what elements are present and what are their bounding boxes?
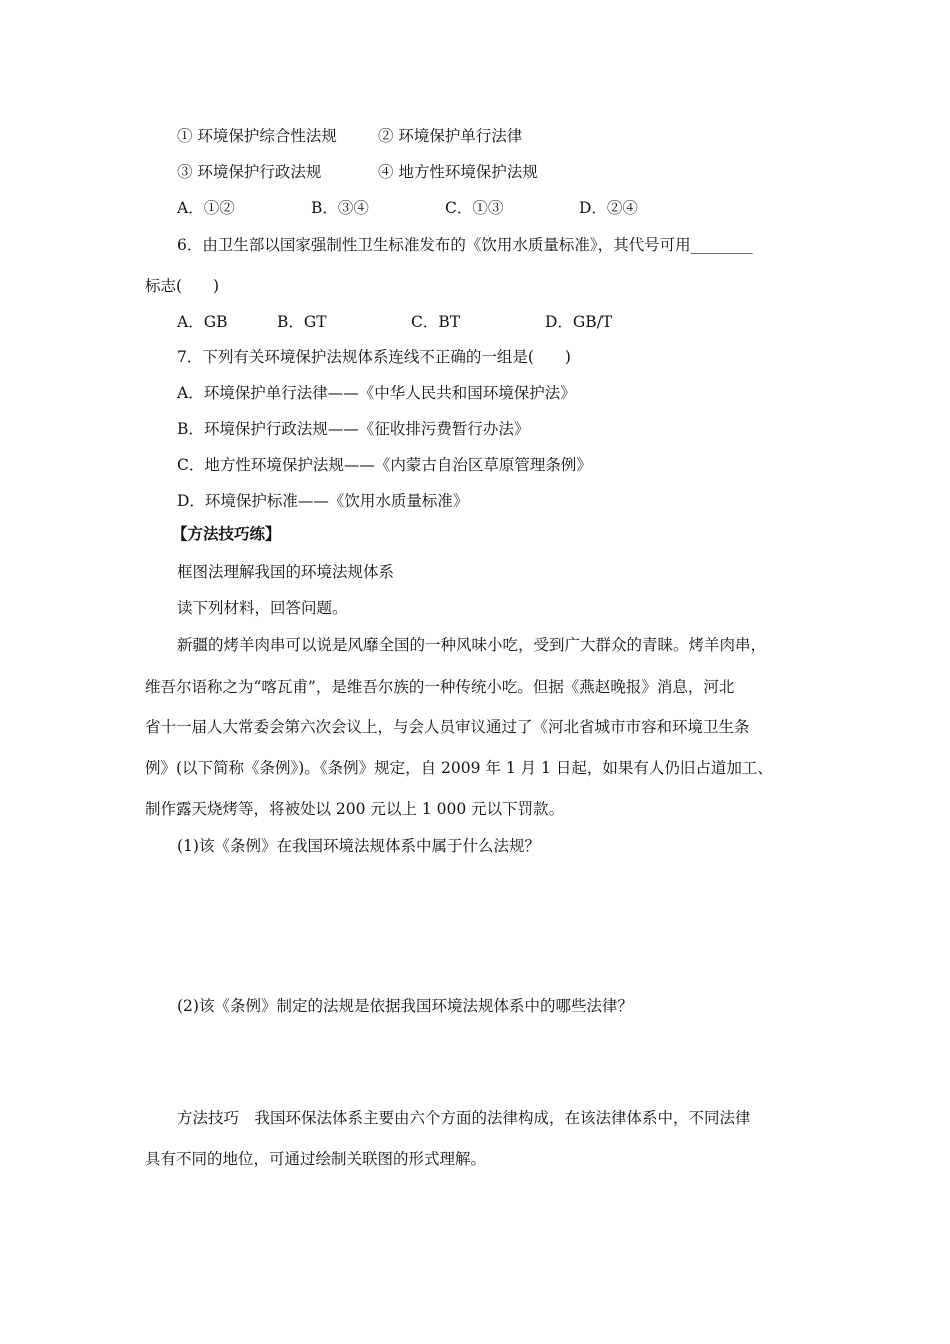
q5-item-2: ② 环境保护单行法律 [378, 127, 523, 145]
passage-line: 制作露天烧烤等，将被处以 200 元以上 1 000 元以下罚款。 [145, 800, 565, 818]
question-1: (1)该《条例》在我国环境法规体系中属于什么法规？ [177, 837, 540, 855]
q7-option-a: A．环境保护单行法律——《中华人民共和国环境保护法》 [177, 384, 576, 402]
q5-option-d: D．②④ [579, 199, 638, 217]
q7-option-c: C．地方性环境保护法规——《内蒙古自治区草原管理条例》 [177, 456, 592, 474]
q7-option-d: D．环境保护标准——《饮用水质量标准》 [177, 492, 469, 510]
method-instruction: 读下列材料，回答问题。 [177, 599, 348, 617]
q6-stem-line1: 6．由卫生部以国家强制性卫生标准发布的《饮用水质量标准》，其代号可用________ [177, 236, 753, 254]
q5-item-4: ④ 地方性环境保护法规 [378, 163, 538, 181]
method-subheading: 框图法理解我国的环境法规体系 [177, 563, 395, 581]
q6-option-d: D．GB/T [545, 313, 613, 331]
q5-item-1: ① 环境保护综合性法规 [177, 127, 337, 145]
method-tip-line2: 具有不同的地位，可通过绘制关联图的形式理解。 [145, 1150, 487, 1168]
passage-line: 新疆的烤羊肉串可以说是风靡全国的一种风味小吃，受到广大群众的青睐。烤羊肉串， [177, 636, 767, 654]
q5-option-a: A．①② [177, 199, 235, 217]
q5-item-3: ③ 环境保护行政法规 [177, 163, 322, 181]
passage-line: 例》(以下简称《条例》)。《条例》规定，自 2009 年 1 月 1 日起，如果有人仍旧占道加工、 [145, 759, 773, 777]
q7-stem: 7．下列有关环境保护法规体系连线不正确的一组是( ) [177, 348, 571, 366]
q5-option-b: B．③④ [311, 199, 369, 217]
method-heading: 【方法技巧练】 [172, 524, 281, 543]
q6-option-b: B．GT [277, 313, 327, 331]
question-2: (2)该《条例》制定的法规是依据我国环境法规体系中的哪些法律？ [177, 997, 633, 1015]
method-tip-line1: 方法技巧 我国环保法体系主要由六个方面的法律构成，在该法律体系中，不同法律 [177, 1109, 751, 1127]
q7-option-b: B．环境保护行政法规——《征收排污费暂行办法》 [177, 420, 530, 438]
q6-option-c: C．BT [411, 313, 461, 331]
q5-option-c: C．①③ [445, 199, 504, 217]
q6-stem-line2: 标志( ) [145, 277, 220, 295]
passage-line: 维吾尔语称之为“喀瓦甫”，是维吾尔族的一种传统小吃。但据《燕赵晚报》消息，河北 [145, 678, 735, 696]
passage-line: 省十一届人大常委会第六次会议上，与会人员审议通过了《河北省城市市容和环境卫生条 [145, 718, 750, 736]
q6-option-a: A．GB [177, 313, 228, 331]
